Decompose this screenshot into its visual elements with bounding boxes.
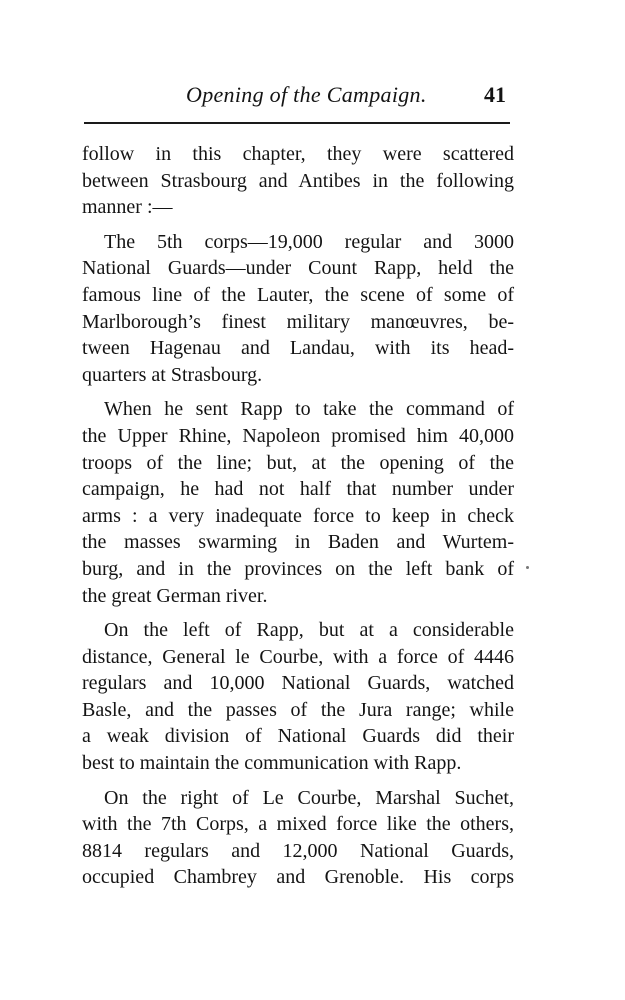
text-line: arms : a very inadequate force to keep in check — [82, 504, 514, 527]
text-line: distance, General le Courbe, with a force of 4446 — [82, 645, 514, 668]
page-number: 41 — [484, 82, 506, 107]
text-line: between Strasbourg and Antibes in the following — [82, 169, 514, 192]
text-line: occupied Chambrey and Grenoble. His corps — [82, 866, 514, 889]
text-line: a weak division of National Guards did their — [82, 725, 514, 748]
text-line: On the left of Rapp, but at a considerable — [104, 619, 514, 642]
page-header — [82, 82, 510, 114]
header-rule — [84, 122, 510, 124]
text-line: best to maintain the communication with Rapp. — [82, 752, 462, 775]
text-line: Basle, and the passes of the Jura range; while — [82, 698, 514, 721]
text-line: National Guards—under Count Rapp, held the — [82, 257, 514, 280]
text-line: famous line of the Lauter, the scene of some of — [82, 283, 514, 306]
print-speck — [526, 566, 529, 569]
text-line: the great German river. — [82, 584, 268, 607]
text-line: When he sent Rapp to take the command of — [104, 398, 514, 421]
running-title: Opening of the Campaign. — [186, 82, 427, 107]
text-line: The 5th corps—19,000 regular and 3000 — [104, 230, 514, 253]
text-line: 8814 regulars and 12,000 National Guards, — [82, 839, 514, 862]
paragraph — [82, 617, 514, 777]
text-line: with the 7th Corps, a mixed force like the others, — [82, 813, 514, 836]
text-line: tween Hagenau and Landau, with its head- — [82, 337, 514, 360]
text-line: regulars and 10,000 National Guards, watched — [82, 672, 514, 695]
text-line: the masses swarming in Baden and Wurtem- — [82, 531, 514, 554]
text-line: the Upper Rhine, Napoleon promised him 40,000 — [82, 424, 514, 447]
text-line: On the right of Le Courbe, Marshal Suchet, — [104, 786, 514, 809]
text-line: campaign, he had not half that number under — [82, 478, 514, 501]
text-line: follow in this chapter, they were scattered — [82, 143, 514, 165]
paragraph — [82, 229, 514, 389]
text-line: manner :— — [82, 196, 173, 219]
paragraph — [82, 785, 514, 891]
text-line: troops of the line; but, at the opening of the — [82, 451, 514, 474]
paragraph — [82, 396, 514, 609]
paragraph — [82, 141, 514, 221]
text-line: burg, and in the provinces on the left bank of — [82, 557, 514, 580]
text-line: quarters at Strasbourg. — [82, 363, 263, 386]
body-text — [82, 141, 514, 891]
text-line: Marlborough’s finest military manœuvres, be- — [82, 310, 514, 333]
